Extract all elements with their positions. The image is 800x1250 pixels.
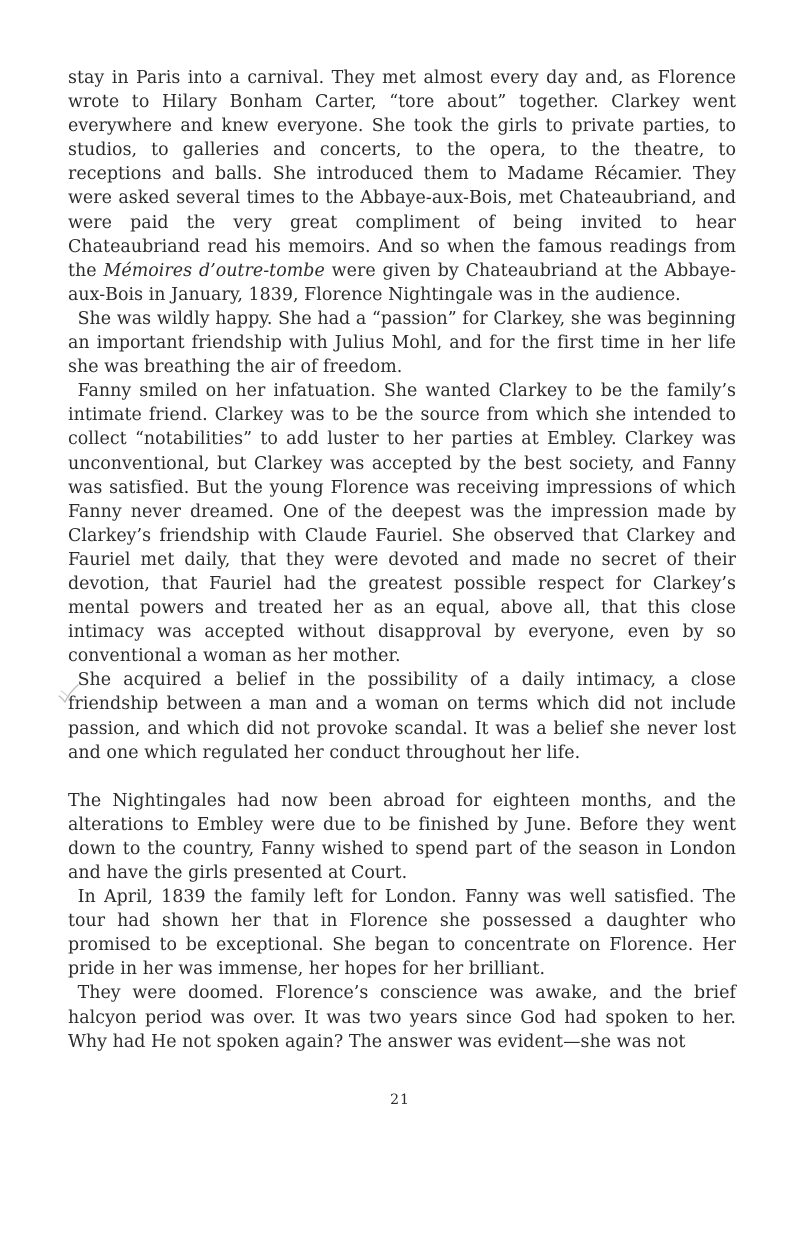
paragraph-1-text-end: were given by Chateaubriand at the Abbaye-aux-Bois in January, 1839, Florence Nightingale was in the audience. [68,260,736,305]
pencil-check-mark-icon [56,683,80,705]
paragraph-6: In April, 1839 the family left for London. Fanny was well satisfied. The tour had shown her that in Florence she possessed a daughter who promised to be exceptional. She began to concentrate on Florence. Her pride in her was immense, her hopes for her brilliant. [68,887,736,980]
paragraph-5: The Nightingales had now been abroad for eighteen months, and the alterations to Embley were due to be finished by June. Before they went down to the country, Fanny wished to spend part of the season in London and have the girls presented at Court. [68,790,736,883]
paragraph-4: She acquired a belief in the possibility of a daily intimacy, a close friendship between a man and a woman on terms which did not include passion, and which did not provoke scandal. It was a belief she never lost and one which regulated her conduct throughout her life. [68,670,736,763]
page-body [68,66,736,1054]
page-number: 21 [390,1092,410,1108]
book-title-italic: Mémoires d’outre-tombe [103,260,325,281]
paragraph-1-text-start: stay in Paris into a carnival. They met almost every day and, as Florence wrote to Hilary Bonham Carter, “tore about” together. Clarkey went everywhere and knew everyone. She took the girls to private parties, to studios, to galleries and concerts, to the opera, to the theatre, to receptions and balls. She introduced them to Madame Récamier. They were asked several times to the Abbaye-aux-Bois, met Chateaubriand, and were paid the very great compliment of being invited to hear Chateaubriand read his memoirs. And so when the famous readings from the [68,68,736,281]
paragraph-1 [68,66,736,307]
paragraph-7: They were doomed. Florence’s conscience was awake, and the brief halcyon period was over. It was two years since God had spoken to her. Why had He not spoken again? The answer was evident—she was not [68,983,736,1052]
paragraph-3: Fanny smiled on her infatuation. She wanted Clarkey to be the family’s intimate friend. Clarkey was to be the source from which she intended to collect “notabilities” to add luster to her parties at Embley. Clarkey was unconventional, but Clarkey was accepted by the best society, and Fanny was satisfied. But the young Florence was receiving impressions of which Fanny never dreamed. One of the deepest was the impression made by Clarkey’s friendship with Claude Fauriel. She observed that Clarkey and Fauriel met daily, that they were devoted and made no secret of their devotion, that Fauriel had the greatest possible respect for Clarkey’s mental powers and treated her as an equal, above all, that this close intimacy was accepted without disapproval by everyone, even by so conventional a woman as her mother. [68,381,736,667]
paragraph-2: She was wildly happy. She had a “passion” for Clarkey, she was beginning an important friendship with Julius Mohl, and for the first time in her life she was breathing the air of freedom. [68,308,736,378]
